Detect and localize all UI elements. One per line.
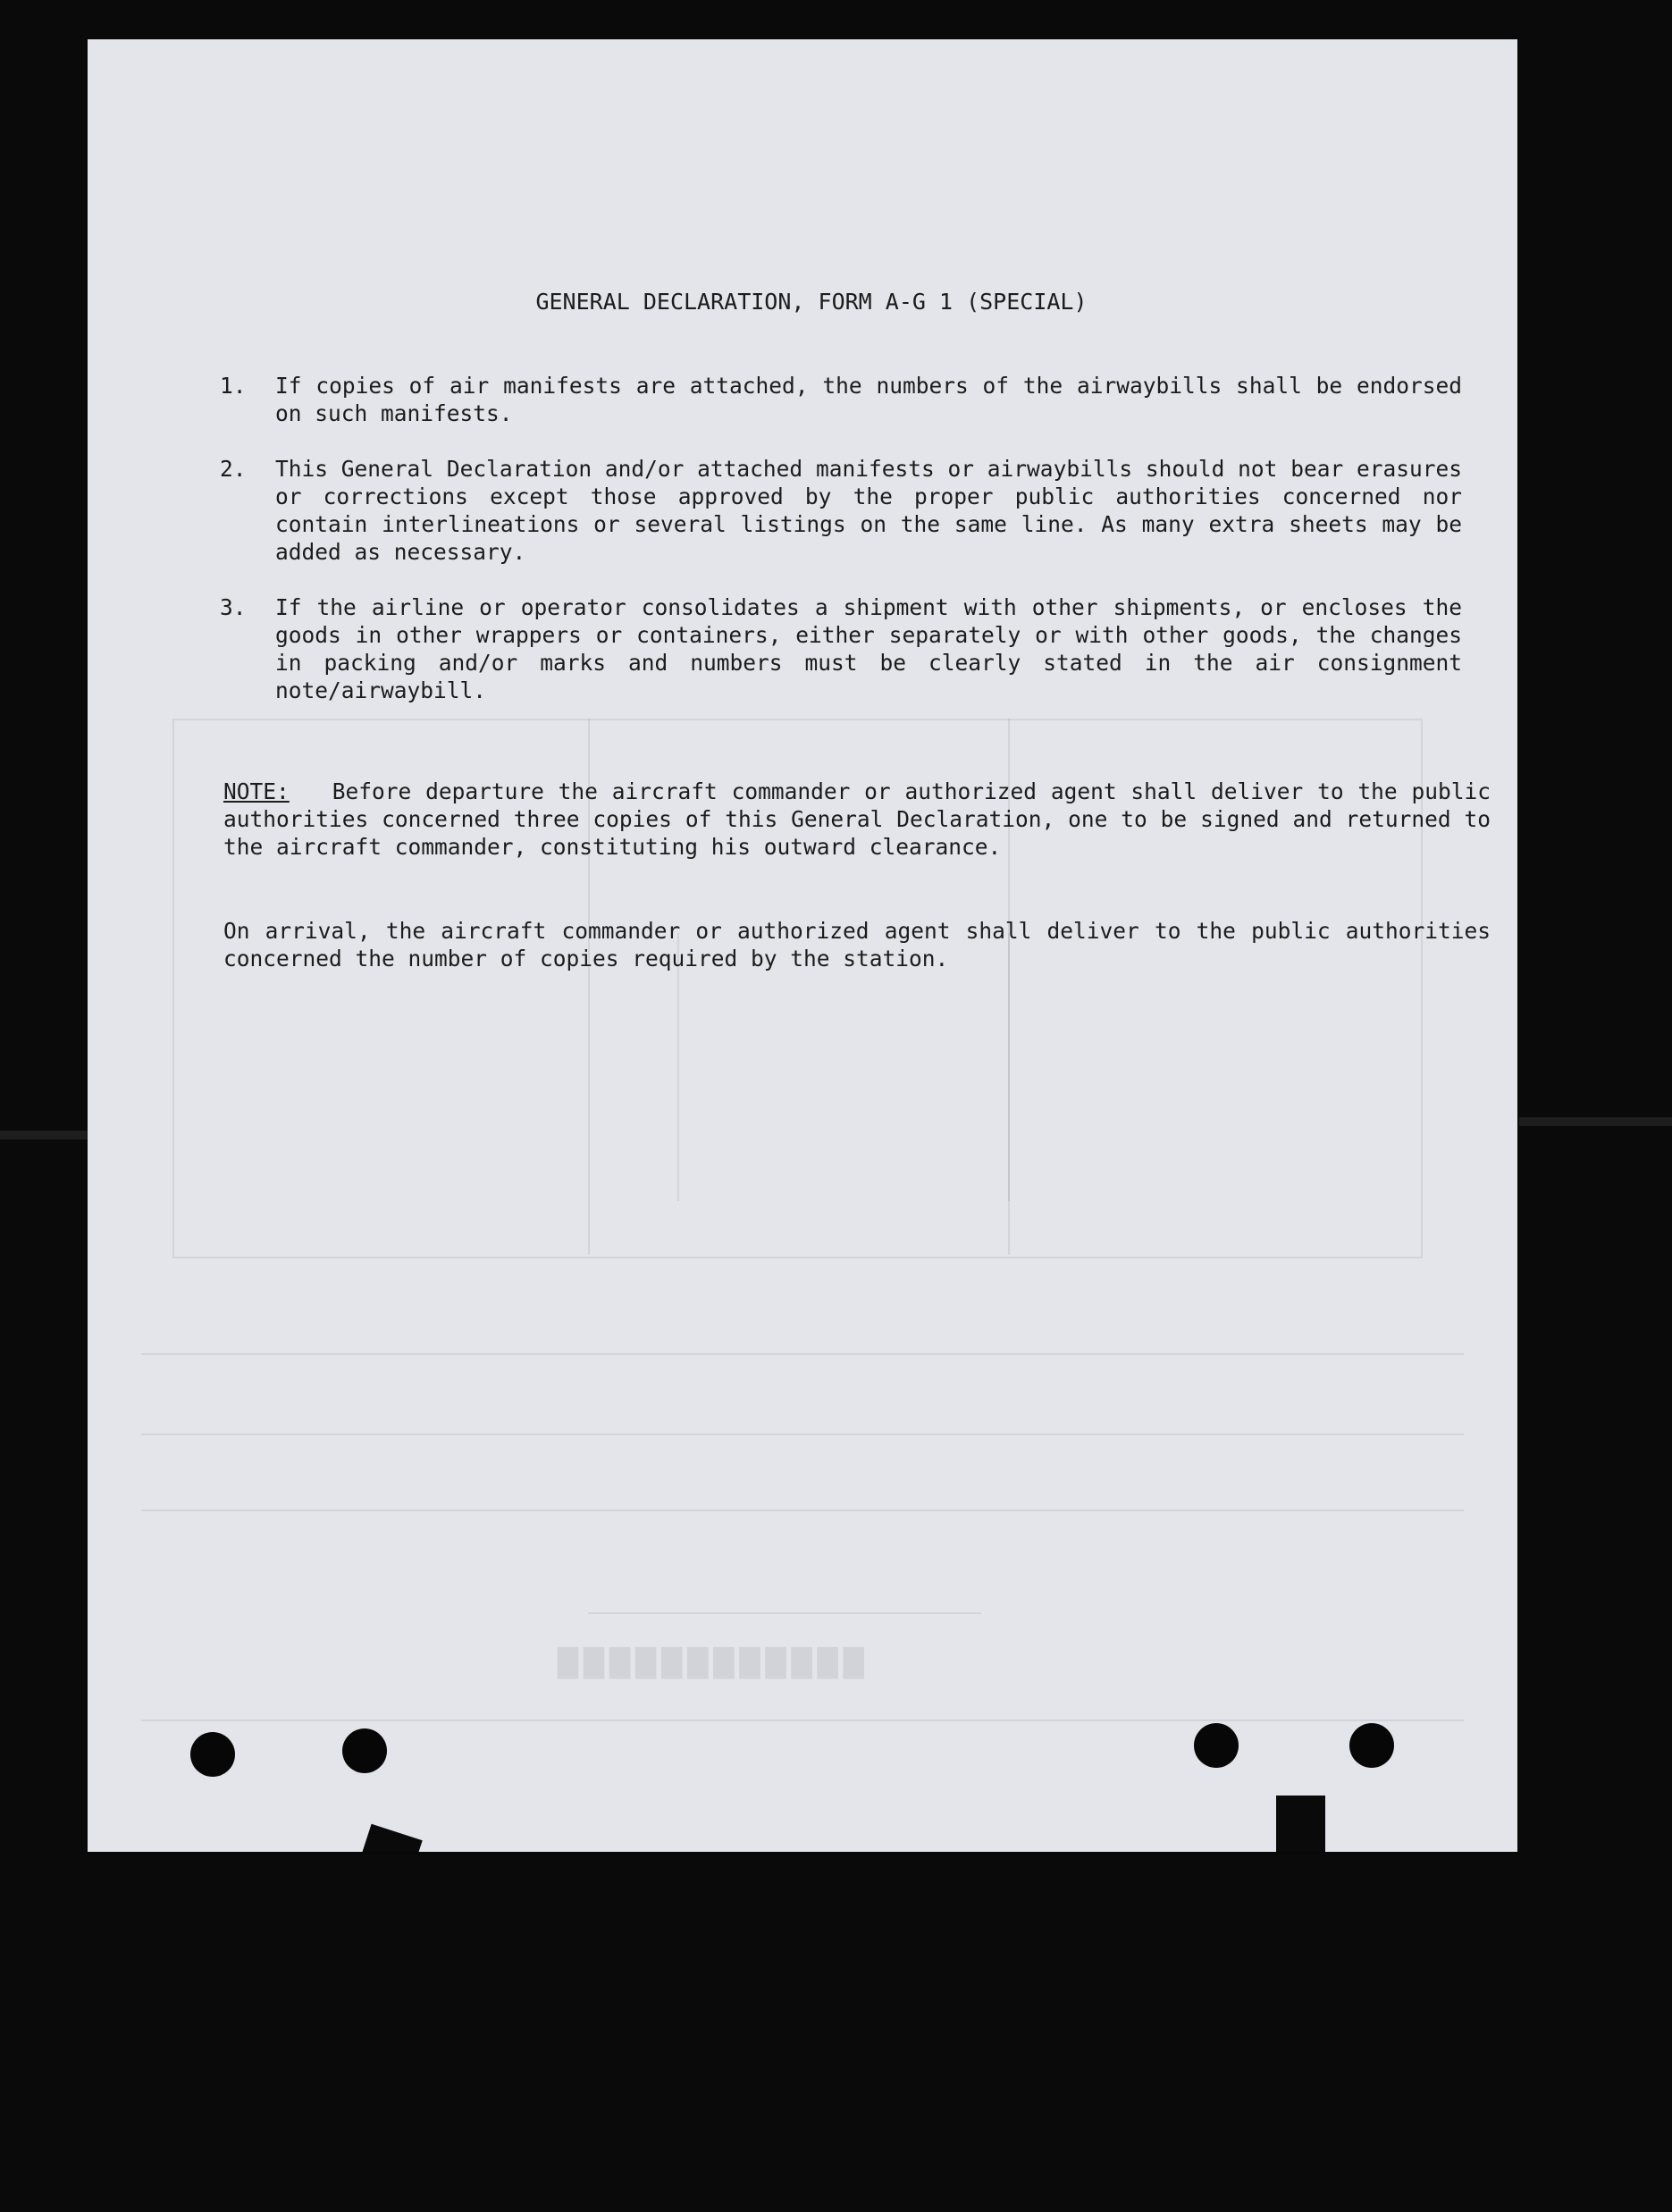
note-text: Before departure the aircraft commander or authorized agent shall deliver to the public authorities concerned three copies of this General Declaration, one to be signed and returned to the aircraft commander, constituting his outward clearance. — [223, 778, 1491, 860]
item-text: If the airline or operator consolidates a shipment with other shipments, or encloses the goods in other wrappers or containers, either separately or with other goods, the changes in packing and/or marks and numbers must be clearly stated in the air consignment note/airwaybill. — [275, 594, 1462, 703]
punch-hole — [1349, 1723, 1394, 1768]
bleed-through-rule — [677, 933, 679, 1201]
note-paragraph — [223, 778, 1491, 861]
item-number: 2. — [220, 456, 247, 482]
bleed-through-rule — [141, 1510, 1464, 1511]
item-number: 1. — [220, 373, 247, 399]
item-text: This General Declaration and/or attached manifests or airwaybills should not bear erasures or corrections except those approved by the proper public authorities concerned nor contain interlineations or several listings on the same line. As many extra sheets may be added as necessary. — [275, 456, 1462, 565]
scanner-edge-left — [0, 1131, 89, 1140]
document-sheet — [88, 39, 1517, 1852]
item-text: If copies of air manifests are attached, the numbers of the airwaybills shall be endorsed on such manifests. — [275, 373, 1462, 426]
punch-hole — [342, 1728, 387, 1773]
scanner-edge-right — [1519, 1117, 1672, 1126]
item-number: 3. — [220, 594, 247, 620]
bleed-through-rule — [588, 1612, 981, 1614]
torn-edge — [360, 1824, 422, 1852]
note-label: NOTE: — [223, 778, 290, 804]
bleed-through-rule — [141, 1353, 1464, 1355]
torn-edge — [1276, 1796, 1325, 1852]
bleed-through-heading: ████████████ — [552, 1648, 864, 1679]
bleed-through-rule — [1008, 933, 1010, 1201]
punch-hole — [190, 1732, 235, 1777]
punch-hole — [1194, 1723, 1239, 1768]
form-title: GENERAL DECLARATION, FORM A-G 1 (SPECIAL) — [535, 289, 1088, 315]
arrival-paragraph: On arrival, the aircraft commander or authorized agent shall deliver to the public authorities concerned the number of copies required by the station. — [223, 918, 1491, 971]
bleed-through-rule — [141, 1720, 1464, 1721]
bleed-through-rule — [141, 1434, 1464, 1435]
